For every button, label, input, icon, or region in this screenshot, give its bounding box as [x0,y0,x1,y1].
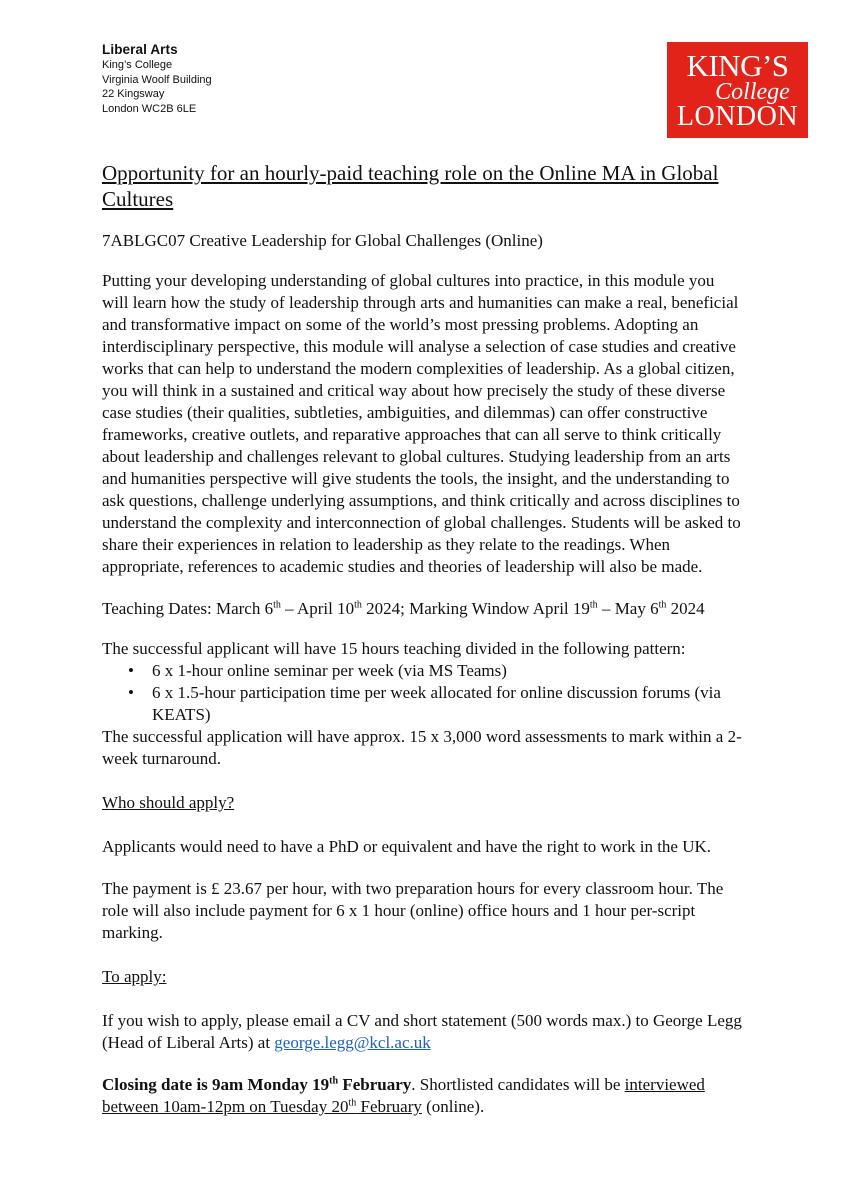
sender-address [102,42,212,116]
closing-date: Closing date is 9am Monday 19th February. Shortlisted candidates will be interviewed between 10am-12pm on Tuesday 20th February (online). [102,1075,705,1116]
teaching-pattern-list [102,660,742,726]
payment-text: The payment is £ 23.67 per hour, with two preparation hours for every classroom hour. The role will also include payment for 6 x 1 hour (online) office hours and 1 hour per-script marking. [102,879,724,942]
module-code-title: 7ABLGC07 Creative Leadership for Global Challenges (Online) [102,231,543,250]
who-should-apply-heading: Who should apply? [102,793,235,812]
address-line: London WC2B 6LE [102,102,197,115]
list-item: • 6 x 1-hour online seminar per week (via MS Teams) [128,661,507,680]
document-body [102,160,742,1118]
closing-date-bold: Closing date is 9am Monday 19th February [102,1075,412,1094]
address-line: King’s College [102,59,173,71]
teaching-dates: Teaching Dates: March 6th – April 10th 2024; Marking Window April 19th – May 6th 2024 [102,599,705,618]
kings-college-logo [667,42,808,138]
page-title: Opportunity for an hourly-paid teaching role on the Online MA in Global Cultures [102,161,719,211]
pattern-intro: The successful applicant will have 15 hours teaching divided in the following pattern: [102,639,686,658]
logo-line-london: LONDON [676,101,799,132]
bullet-icon: • [128,661,134,680]
list-item: • 6 x 1.5-hour participation time per week allocated for online discussion forums (via KEATS) [128,683,721,724]
apply-instructions: If you wish to apply, please email a CV and short statement (500 words max.) to George Legg (Head of Liberal Arts) at george.legg@kcl.ac.uk [102,1011,742,1052]
logo-line-kings: KING’S [686,48,789,83]
to-apply-heading: To apply: [102,967,167,986]
requirements-text: Applicants would need to have a PhD or equivalent and have the right to work in the UK. [102,837,712,856]
interview-date: interviewed between 10am-12pm on Tuesday 20th February [102,1075,705,1116]
bullet-icon: • [128,683,134,702]
email-link[interactable]: george.legg@kcl.ac.uk [274,1033,431,1052]
module-description: Putting your developing understanding of global cultures into practice, in this module you will learn how the study of leadership through arts and humanities can make a real, beneficial and transformative impact on some of the world’s most pressing problems. Adopting an interdisciplinary perspective, this module will analyse a selection of case studies and creative works that can help to understand the modern complexities of leadership. As a global citizen, you will think in a sustained and critical way about how precisely the study of these diverse case studies (their qualities, subtleties, ambiguities, and dilemmas) can offer constructive frameworks, creative outlets, and reparative approaches that can all serve to think critically about leadership and challenges relevant to global cultures. Studying leadership from an arts and humanities perspective will give students the tools, the insight, and the understanding to ask questions, challenge underlying assumptions, and think critically and across disciplines to understand the complexity and interconnection of global challenges. Students will be asked to share their experiences in relation to leadership as they relate to the readings. When appropriate, references to academic studies and theories of leadership will also be made. [102,271,741,576]
department-name: Liberal Arts [102,42,178,57]
address-line: 22 Kingsway [102,88,165,101]
logo-line-college: College [715,79,790,105]
address-line: Virginia Woolf Building [102,73,212,86]
assessment-info: The successful application will have approx. 15 x 3,000 word assessments to mark within a 2-week turnaround. [102,727,742,768]
